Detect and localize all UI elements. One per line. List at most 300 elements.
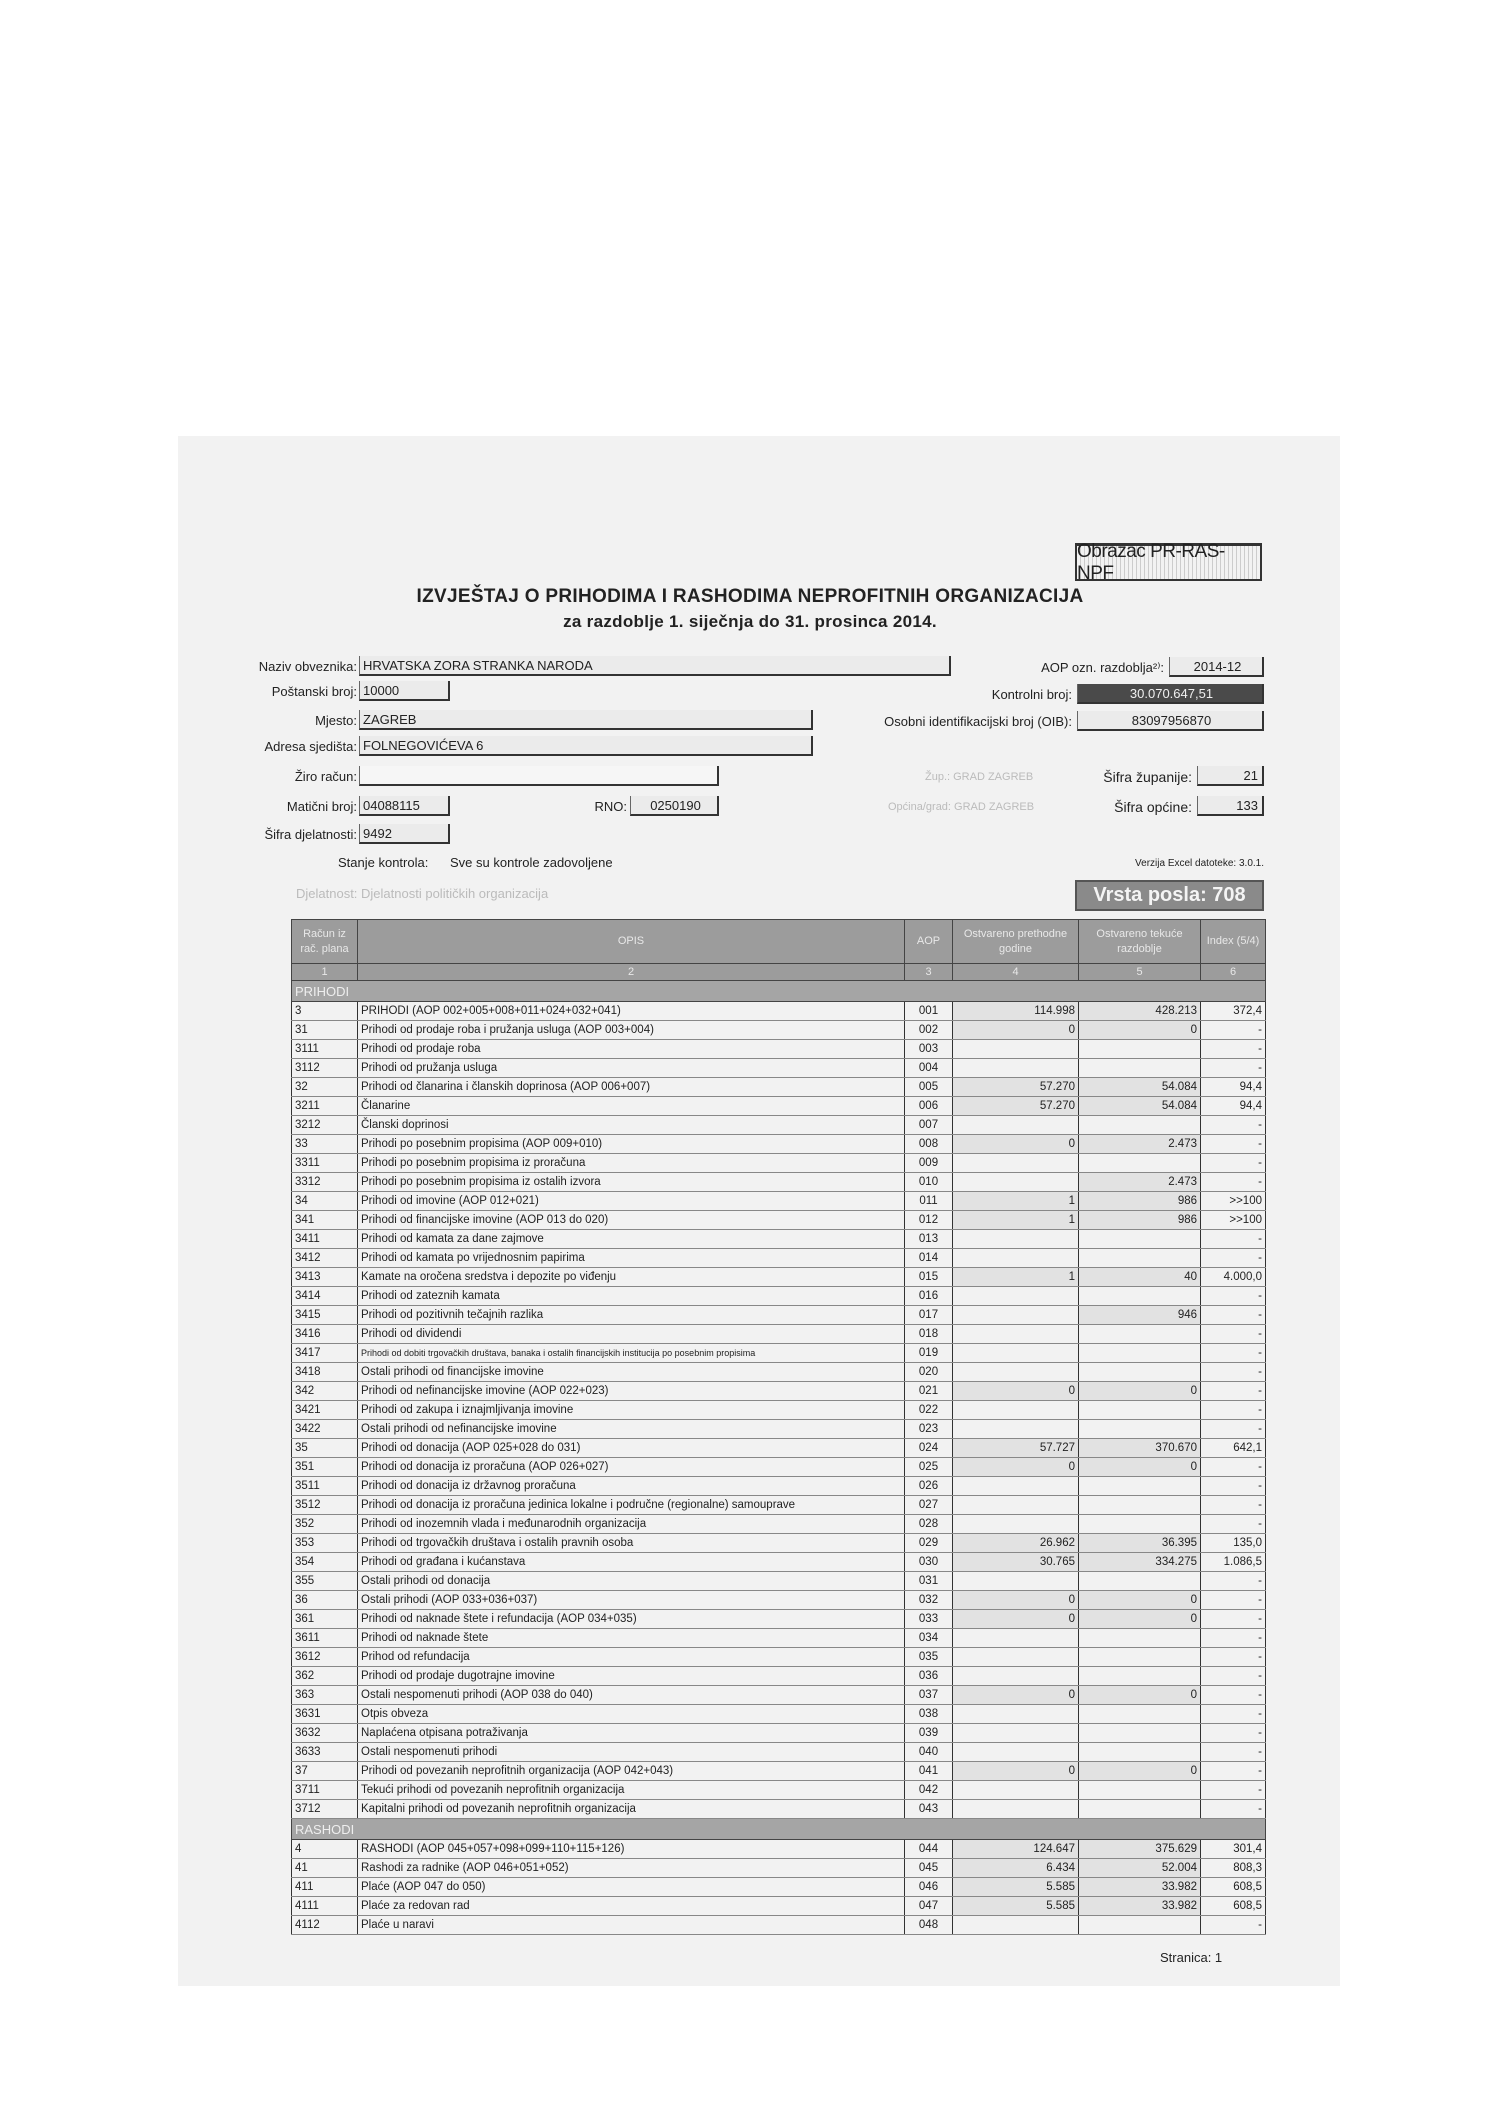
table-row xyxy=(292,1192,1266,1211)
cell-tekuce[interactable]: 54.084 xyxy=(1079,1078,1201,1097)
cell-index: - xyxy=(1201,1420,1266,1439)
postanski-field[interactable]: 10000 xyxy=(359,681,450,701)
cell-prethodne[interactable] xyxy=(953,1743,1079,1762)
cell-prethodne[interactable]: 0 xyxy=(953,1458,1079,1477)
cell-opis: Prihodi od donacija iz proračuna (AOP 026+027) xyxy=(358,1458,905,1477)
oib-field[interactable]: 83097956870 xyxy=(1077,711,1264,731)
colnum-1: 1 xyxy=(292,964,358,981)
table-row xyxy=(292,1249,1266,1268)
cell-tekuce[interactable] xyxy=(1079,1724,1201,1743)
section-title: RASHODI xyxy=(292,1819,1266,1840)
cell-tekuce[interactable]: 0 xyxy=(1079,1591,1201,1610)
cell-index: - xyxy=(1201,1287,1266,1306)
cell-prethodne[interactable] xyxy=(953,1230,1079,1249)
cell-tekuce[interactable] xyxy=(1079,1420,1201,1439)
cell-opis: Prihodi od dividendi xyxy=(358,1325,905,1344)
cell-racun: 3414 xyxy=(292,1287,358,1306)
cell-opis: Plaće (AOP 047 do 050) xyxy=(358,1878,905,1897)
cell-index: - xyxy=(1201,1515,1266,1534)
cell-tekuce[interactable]: 375.629 xyxy=(1079,1840,1201,1859)
cell-racun: 3312 xyxy=(292,1173,358,1192)
cell-index: - xyxy=(1201,1458,1266,1477)
cell-aop: 045 xyxy=(905,1859,953,1878)
table-row xyxy=(292,1040,1266,1059)
table-row xyxy=(292,1515,1266,1534)
table-row xyxy=(292,1306,1266,1325)
cell-prethodne[interactable] xyxy=(953,1420,1079,1439)
cell-opis: Prihodi od kamata za dane zajmove xyxy=(358,1230,905,1249)
rno-field[interactable]: 0250190 xyxy=(630,796,719,816)
cell-prethodne[interactable] xyxy=(953,1154,1079,1173)
table-row xyxy=(292,1781,1266,1800)
cell-tekuce[interactable] xyxy=(1079,1363,1201,1382)
cell-tekuce[interactable]: 54.084 xyxy=(1079,1097,1201,1116)
adresa-field[interactable]: FOLNEGOVIĆEVA 6 xyxy=(359,736,813,756)
maticni-label: Matični broj: xyxy=(286,799,357,814)
cell-aop: 038 xyxy=(905,1705,953,1724)
cell-tekuce[interactable] xyxy=(1079,1116,1201,1135)
cell-tekuce[interactable] xyxy=(1079,1496,1201,1515)
naziv-field[interactable]: HRVATSKA ZORA STRANKA NARODA xyxy=(359,656,951,676)
cell-racun: 3212 xyxy=(292,1116,358,1135)
cell-prethodne[interactable] xyxy=(953,1916,1079,1935)
cell-prethodne[interactable]: 0 xyxy=(953,1591,1079,1610)
cell-prethodne[interactable]: 1 xyxy=(953,1192,1079,1211)
table-row xyxy=(292,1401,1266,1420)
cell-tekuce[interactable]: 52.004 xyxy=(1079,1859,1201,1878)
form-code-box: Obrazac PR-RAS-NPF xyxy=(1075,543,1262,581)
cell-index: 808,3 xyxy=(1201,1859,1266,1878)
cell-aop: 025 xyxy=(905,1458,953,1477)
colnum-6: 6 xyxy=(1201,964,1266,981)
cell-prethodne[interactable]: 57.727 xyxy=(953,1439,1079,1458)
cell-racun: 37 xyxy=(292,1762,358,1781)
cell-opis: Prihodi od donacija iz proračuna jedinica lokalne i područne (regionalne) samouprave xyxy=(358,1496,905,1515)
cell-index: 608,5 xyxy=(1201,1897,1266,1916)
table-row xyxy=(292,1591,1266,1610)
cell-index: - xyxy=(1201,1762,1266,1781)
cell-prethodne[interactable] xyxy=(953,1572,1079,1591)
cell-aop: 017 xyxy=(905,1306,953,1325)
cell-prethodne[interactable]: 30.765 xyxy=(953,1553,1079,1572)
cell-tekuce[interactable]: 0 xyxy=(1079,1382,1201,1401)
cell-prethodne[interactable] xyxy=(953,1667,1079,1686)
cell-tekuce[interactable] xyxy=(1079,1401,1201,1420)
cell-tekuce[interactable]: 33.982 xyxy=(1079,1878,1201,1897)
cell-prethodne[interactable]: 1 xyxy=(953,1268,1079,1287)
cell-tekuce[interactable]: 0 xyxy=(1079,1021,1201,1040)
ziro-label: Žiro račun: xyxy=(294,769,357,784)
cell-tekuce[interactable] xyxy=(1079,1800,1201,1819)
cell-opis: Članarine xyxy=(358,1097,905,1116)
cell-prethodne[interactable]: 114.998 xyxy=(953,1002,1079,1021)
cell-index: - xyxy=(1201,1916,1266,1935)
cell-tekuce[interactable] xyxy=(1079,1040,1201,1059)
cell-tekuce[interactable] xyxy=(1079,1154,1201,1173)
report-subtitle: za razdoblje 1. siječnja do 31. prosinca 2014. xyxy=(563,612,937,631)
opcina-field[interactable]: 133 xyxy=(1197,796,1264,816)
cell-prethodne[interactable] xyxy=(953,1116,1079,1135)
cell-tekuce[interactable] xyxy=(1079,1629,1201,1648)
cell-tekuce[interactable] xyxy=(1079,1705,1201,1724)
cell-racun: 3631 xyxy=(292,1705,358,1724)
cell-aop: 039 xyxy=(905,1724,953,1743)
vrsta-posla-box: Vrsta posla: 708 xyxy=(1075,880,1264,911)
cell-index: - xyxy=(1201,1743,1266,1762)
cell-tekuce[interactable] xyxy=(1079,1916,1201,1935)
cell-opis: Prihodi od imovine (AOP 012+021) xyxy=(358,1192,905,1211)
cell-opis: Članski doprinosi xyxy=(358,1116,905,1135)
cell-tekuce[interactable] xyxy=(1079,1477,1201,1496)
cell-tekuce[interactable]: 986 xyxy=(1079,1211,1201,1230)
cell-aop: 002 xyxy=(905,1021,953,1040)
cell-aop: 037 xyxy=(905,1686,953,1705)
cell-prethodne[interactable] xyxy=(953,1306,1079,1325)
cell-prethodne[interactable]: 57.270 xyxy=(953,1078,1079,1097)
cell-racun: 3417 xyxy=(292,1344,358,1363)
cell-prethodne[interactable] xyxy=(953,1325,1079,1344)
cell-opis: Prihodi od dobiti trgovačkih društava, banaka i ostalih financijskih institucija po posebnim propisima xyxy=(358,1344,905,1363)
cell-prethodne[interactable]: 5.585 xyxy=(953,1897,1079,1916)
cell-opis: Ostali nespomenuti prihodi (AOP 038 do 040) xyxy=(358,1686,905,1705)
cell-opis: Kamate na oročena sredstva i depozite po viđenju xyxy=(358,1268,905,1287)
cell-aop: 041 xyxy=(905,1762,953,1781)
cell-racun: 3412 xyxy=(292,1249,358,1268)
cell-prethodne[interactable] xyxy=(953,1363,1079,1382)
cell-tekuce[interactable]: 0 xyxy=(1079,1762,1201,1781)
cell-racun: 4 xyxy=(292,1840,358,1859)
colnum-3: 3 xyxy=(905,964,953,981)
naziv-label: Naziv obveznika: xyxy=(258,659,357,674)
cell-aop: 011 xyxy=(905,1192,953,1211)
cell-aop: 021 xyxy=(905,1382,953,1401)
table-row xyxy=(292,1743,1266,1762)
cell-tekuce[interactable] xyxy=(1079,1230,1201,1249)
report-table xyxy=(291,919,1266,1935)
cell-index: 4.000,0 xyxy=(1201,1268,1266,1287)
cell-tekuce[interactable] xyxy=(1079,1515,1201,1534)
cell-aop: 040 xyxy=(905,1743,953,1762)
cell-racun: 355 xyxy=(292,1572,358,1591)
cell-racun: 3633 xyxy=(292,1743,358,1762)
cell-tekuce[interactable] xyxy=(1079,1287,1201,1306)
cell-tekuce[interactable]: 0 xyxy=(1079,1610,1201,1629)
cell-racun: 341 xyxy=(292,1211,358,1230)
cell-index: - xyxy=(1201,1230,1266,1249)
cell-index: 1.086,5 xyxy=(1201,1553,1266,1572)
cell-index: - xyxy=(1201,1116,1266,1135)
table-row xyxy=(292,1916,1266,1935)
cell-racun: 3712 xyxy=(292,1800,358,1819)
cell-opis: Plaće za redovan rad xyxy=(358,1897,905,1916)
cell-aop: 033 xyxy=(905,1610,953,1629)
aop-razdoblje-label: AOP ozn. razdoblja²⁾: xyxy=(1041,660,1164,675)
cell-prethodne[interactable] xyxy=(953,1705,1079,1724)
cell-tekuce[interactable] xyxy=(1079,1059,1201,1078)
cell-tekuce[interactable]: 370.670 xyxy=(1079,1439,1201,1458)
table-row xyxy=(292,1553,1266,1572)
cell-tekuce[interactable]: 986 xyxy=(1079,1192,1201,1211)
table-row xyxy=(292,1439,1266,1458)
cell-opis: Prihodi po posebnim propisima iz ostalih izvora xyxy=(358,1173,905,1192)
header-tekuce: Ostvareno tekuće razdoblje xyxy=(1079,920,1201,964)
cell-aop: 047 xyxy=(905,1897,953,1916)
cell-prethodne[interactable] xyxy=(953,1496,1079,1515)
cell-racun: 3211 xyxy=(292,1097,358,1116)
cell-tekuce[interactable]: 36.395 xyxy=(1079,1534,1201,1553)
cell-prethodne[interactable] xyxy=(953,1401,1079,1420)
cell-opis: Prihodi od nefinancijske imovine (AOP 022+023) xyxy=(358,1382,905,1401)
cell-opis: Prihod od refundacija xyxy=(358,1648,905,1667)
cell-aop: 015 xyxy=(905,1268,953,1287)
djelatnost-hint: Djelatnost: Djelatnosti političkih organizacija xyxy=(296,886,549,901)
table-row xyxy=(292,1078,1266,1097)
cell-prethodne[interactable] xyxy=(953,1648,1079,1667)
table-row xyxy=(292,1173,1266,1192)
cell-racun: 3112 xyxy=(292,1059,358,1078)
cell-aop: 023 xyxy=(905,1420,953,1439)
cell-index: >>100 xyxy=(1201,1192,1266,1211)
cell-prethodne[interactable] xyxy=(953,1173,1079,1192)
cell-aop: 029 xyxy=(905,1534,953,1553)
cell-opis: Prihodi od trgovačkih društava i ostalih pravnih osoba xyxy=(358,1534,905,1553)
cell-opis: Ostali prihodi od financijske imovine xyxy=(358,1363,905,1382)
cell-racun: 363 xyxy=(292,1686,358,1705)
cell-index: - xyxy=(1201,1059,1266,1078)
table-row xyxy=(292,1667,1266,1686)
table-row xyxy=(292,1097,1266,1116)
cell-aop: 027 xyxy=(905,1496,953,1515)
cell-tekuce[interactable]: 428.213 xyxy=(1079,1002,1201,1021)
cell-aop: 024 xyxy=(905,1439,953,1458)
cell-opis: Prihodi od prodaje roba xyxy=(358,1040,905,1059)
cell-index: - xyxy=(1201,1591,1266,1610)
cell-racun: 362 xyxy=(292,1667,358,1686)
table-row xyxy=(292,1230,1266,1249)
cell-opis: Ostali prihodi od donacija xyxy=(358,1572,905,1591)
cell-index: 642,1 xyxy=(1201,1439,1266,1458)
cell-tekuce[interactable] xyxy=(1079,1667,1201,1686)
cell-opis: Kapitalni prihodi od povezanih neprofitnih organizacija xyxy=(358,1800,905,1819)
cell-racun: 353 xyxy=(292,1534,358,1553)
stanje-value: Sve su kontrole zadovoljene xyxy=(450,855,613,870)
cell-racun: 342 xyxy=(292,1382,358,1401)
cell-opis: Ostali nespomenuti prihodi xyxy=(358,1743,905,1762)
cell-racun: 36 xyxy=(292,1591,358,1610)
cell-prethodne[interactable] xyxy=(953,1344,1079,1363)
cell-index: - xyxy=(1201,1249,1266,1268)
cell-racun: 3512 xyxy=(292,1496,358,1515)
cell-tekuce[interactable] xyxy=(1079,1249,1201,1268)
cell-tekuce[interactable] xyxy=(1079,1781,1201,1800)
cell-aop: 043 xyxy=(905,1800,953,1819)
cell-prethodne[interactable] xyxy=(953,1629,1079,1648)
cell-aop: 013 xyxy=(905,1230,953,1249)
cell-prethodne[interactable]: 57.270 xyxy=(953,1097,1079,1116)
zupanija-field[interactable]: 21 xyxy=(1197,766,1264,786)
cell-index: 94,4 xyxy=(1201,1097,1266,1116)
table-row xyxy=(292,1724,1266,1743)
cell-aop: 016 xyxy=(905,1287,953,1306)
cell-tekuce[interactable] xyxy=(1079,1572,1201,1591)
cell-tekuce[interactable]: 334.275 xyxy=(1079,1553,1201,1572)
cell-prethodne[interactable] xyxy=(953,1800,1079,1819)
oib-label: Osobni identifikacijski broj (OIB): xyxy=(884,714,1072,729)
cell-racun: 3421 xyxy=(292,1401,358,1420)
cell-racun: 3411 xyxy=(292,1230,358,1249)
cell-aop: 034 xyxy=(905,1629,953,1648)
cell-index: - xyxy=(1201,1629,1266,1648)
cell-aop: 019 xyxy=(905,1344,953,1363)
table-row xyxy=(292,1287,1266,1306)
mjesto-label: Mjesto: xyxy=(315,713,357,728)
header-aop: AOP xyxy=(905,920,953,964)
cell-opis: Prihodi od naknade štete xyxy=(358,1629,905,1648)
cell-aop: 008 xyxy=(905,1135,953,1154)
cell-racun: 3632 xyxy=(292,1724,358,1743)
ziro-field[interactable] xyxy=(359,766,719,786)
cell-opis: Prihodi od prodaje roba i pružanja usluga (AOP 003+004) xyxy=(358,1021,905,1040)
cell-racun: 34 xyxy=(292,1192,358,1211)
cell-prethodne[interactable]: 0 xyxy=(953,1382,1079,1401)
cell-index: - xyxy=(1201,1724,1266,1743)
cell-prethodne[interactable] xyxy=(953,1040,1079,1059)
cell-index: - xyxy=(1201,1667,1266,1686)
cell-prethodne[interactable]: 6.434 xyxy=(953,1859,1079,1878)
table-row xyxy=(292,1021,1266,1040)
cell-prethodne[interactable]: 0 xyxy=(953,1610,1079,1629)
table-row xyxy=(292,1629,1266,1648)
cell-racun: 3611 xyxy=(292,1629,358,1648)
cell-racun: 4111 xyxy=(292,1897,358,1916)
cell-tekuce[interactable]: 33.982 xyxy=(1079,1897,1201,1916)
cell-index: 608,5 xyxy=(1201,1878,1266,1897)
zupanija-label: Šifra županije: xyxy=(1103,769,1192,785)
cell-prethodne[interactable] xyxy=(953,1059,1079,1078)
cell-index: - xyxy=(1201,1021,1266,1040)
cell-opis: Ostali prihodi od nefinancijske imovine xyxy=(358,1420,905,1439)
cell-prethodne[interactable]: 124.647 xyxy=(953,1840,1079,1859)
table-row xyxy=(292,1154,1266,1173)
cell-aop: 003 xyxy=(905,1040,953,1059)
cell-opis: Ostali prihodi (AOP 033+036+037) xyxy=(358,1591,905,1610)
cell-tekuce[interactable]: 946 xyxy=(1079,1306,1201,1325)
cell-racun: 3612 xyxy=(292,1648,358,1667)
mjesto-field[interactable]: ZAGREB xyxy=(359,710,813,730)
cell-tekuce[interactable]: 0 xyxy=(1079,1686,1201,1705)
table-row xyxy=(292,1420,1266,1439)
cell-aop: 042 xyxy=(905,1781,953,1800)
cell-racun: 4112 xyxy=(292,1916,358,1935)
cell-index: - xyxy=(1201,1040,1266,1059)
djelatnost-field[interactable]: 9492 xyxy=(359,824,450,844)
cell-prethodne[interactable]: 1 xyxy=(953,1211,1079,1230)
cell-aop: 009 xyxy=(905,1154,953,1173)
cell-index: - xyxy=(1201,1306,1266,1325)
cell-tekuce[interactable] xyxy=(1079,1344,1201,1363)
cell-opis: Prihodi od donacija iz državnog proračuna xyxy=(358,1477,905,1496)
cell-aop: 018 xyxy=(905,1325,953,1344)
cell-prethodne[interactable]: 26.962 xyxy=(953,1534,1079,1553)
kontrolni-label: Kontrolni broj: xyxy=(991,687,1072,702)
cell-opis: Prihodi od zakupa i iznajmljivanja imovine xyxy=(358,1401,905,1420)
cell-tekuce[interactable] xyxy=(1079,1743,1201,1762)
table-row xyxy=(292,1477,1266,1496)
cell-racun: 31 xyxy=(292,1021,358,1040)
table-row xyxy=(292,1648,1266,1667)
header-prethodne: Ostvareno prethodne godine xyxy=(953,920,1079,964)
cell-opis: Prihodi od članarina i članskih doprinosa (AOP 006+007) xyxy=(358,1078,905,1097)
cell-racun: 3413 xyxy=(292,1268,358,1287)
cell-prethodne[interactable]: 0 xyxy=(953,1021,1079,1040)
cell-racun: 3111 xyxy=(292,1040,358,1059)
cell-aop: 044 xyxy=(905,1840,953,1859)
cell-tekuce[interactable] xyxy=(1079,1648,1201,1667)
cell-opis: Rashodi za radnike (AOP 046+051+052) xyxy=(358,1859,905,1878)
cell-prethodne[interactable] xyxy=(953,1477,1079,1496)
cell-tekuce[interactable]: 2.473 xyxy=(1079,1135,1201,1154)
table-row xyxy=(292,1458,1266,1477)
cell-aop: 048 xyxy=(905,1916,953,1935)
cell-index: 372,4 xyxy=(1201,1002,1266,1021)
cell-opis: Prihodi od građana i kućanstava xyxy=(358,1553,905,1572)
cell-prethodne[interactable] xyxy=(953,1249,1079,1268)
cell-prethodne[interactable]: 0 xyxy=(953,1686,1079,1705)
cell-prethodne[interactable] xyxy=(953,1724,1079,1743)
cell-tekuce[interactable]: 40 xyxy=(1079,1268,1201,1287)
cell-prethodne[interactable]: 0 xyxy=(953,1762,1079,1781)
cell-racun: 35 xyxy=(292,1439,358,1458)
opcina-hint: Općina/grad: GRAD ZAGREB xyxy=(888,801,1035,813)
cell-prethodne[interactable]: 0 xyxy=(953,1135,1079,1154)
cell-opis: Otpis obveza xyxy=(358,1705,905,1724)
table-row xyxy=(292,1897,1266,1916)
cell-opis: Plaće u naravi xyxy=(358,1916,905,1935)
kontrolni-field: 30.070.647,51 xyxy=(1077,684,1264,704)
cell-opis: Prihodi od povezanih neprofitnih organizacija (AOP 042+043) xyxy=(358,1762,905,1781)
cell-opis: Prihodi od financijske imovine (AOP 013 do 020) xyxy=(358,1211,905,1230)
section-header xyxy=(292,1819,1266,1840)
cell-tekuce[interactable]: 0 xyxy=(1079,1458,1201,1477)
zupanija-hint: Žup.: GRAD ZAGREB xyxy=(925,771,1034,783)
table-body xyxy=(292,981,1266,1935)
cell-aop: 007 xyxy=(905,1116,953,1135)
cell-index: - xyxy=(1201,1401,1266,1420)
cell-opis: Prihodi od pozitivnih tečajnih razlika xyxy=(358,1306,905,1325)
cell-racun: 33 xyxy=(292,1135,358,1154)
table-row xyxy=(292,1059,1266,1078)
cell-tekuce[interactable] xyxy=(1079,1325,1201,1344)
cell-prethodne[interactable] xyxy=(953,1515,1079,1534)
cell-aop: 010 xyxy=(905,1173,953,1192)
cell-aop: 032 xyxy=(905,1591,953,1610)
cell-prethodne[interactable]: 5.585 xyxy=(953,1878,1079,1897)
cell-racun: 3511 xyxy=(292,1477,358,1496)
aop-razdoblje-field[interactable]: 2014-12 xyxy=(1169,657,1264,677)
cell-prethodne[interactable] xyxy=(953,1287,1079,1306)
maticni-field[interactable]: 04088115 xyxy=(359,796,450,816)
cell-prethodne[interactable] xyxy=(953,1781,1079,1800)
cell-tekuce[interactable]: 2.473 xyxy=(1079,1173,1201,1192)
cell-index: - xyxy=(1201,1477,1266,1496)
table-row xyxy=(292,1878,1266,1897)
header-racun: Račun iz rač. plana xyxy=(292,920,358,964)
header-index: Index (5/4) xyxy=(1201,920,1266,964)
cell-opis: Prihodi od naknade štete i refundacija (AOP 034+035) xyxy=(358,1610,905,1629)
cell-opis: Tekući prihodi od povezanih neprofitnih organizacija xyxy=(358,1781,905,1800)
table-row xyxy=(292,1610,1266,1629)
cell-aop: 026 xyxy=(905,1477,953,1496)
